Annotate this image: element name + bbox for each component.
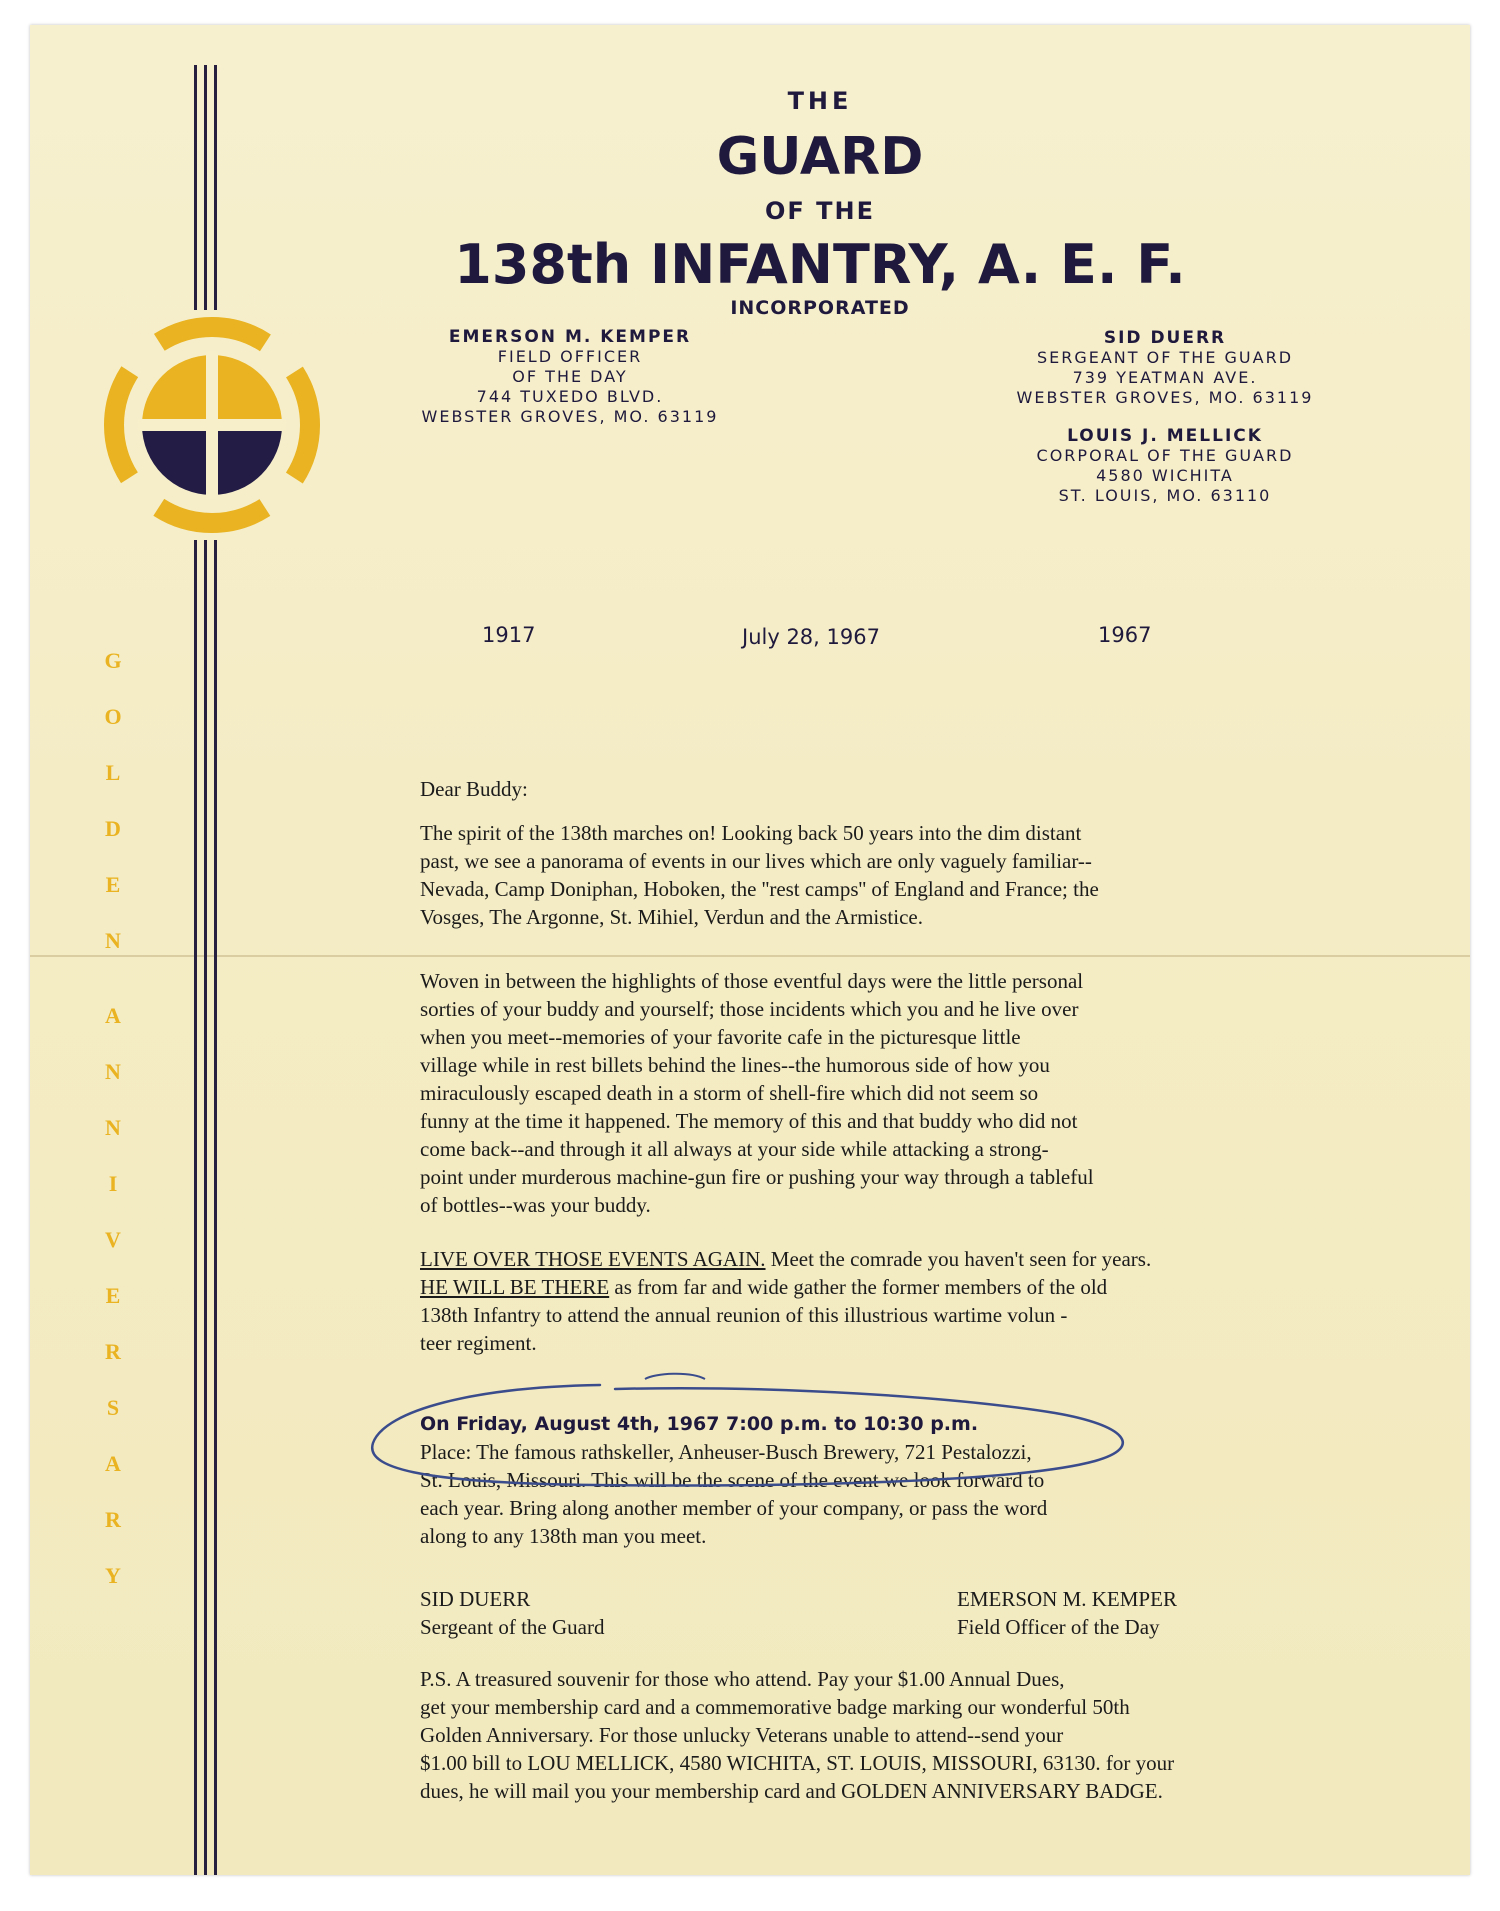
event-line-3: St. Louis, Missouri. This will be the scene of the event we look forward to (420, 1468, 1045, 1492)
p2-line: sorties of your buddy and yourself; those incidents which you and he live over (420, 997, 1079, 1021)
p3-line-1 (420, 1245, 1410, 1273)
ps-line: P.S. A treasured souvenir for those who attend. Pay your $1.00 Annual Dues, (420, 1667, 1065, 1691)
paragraph-1 (420, 819, 1410, 931)
p1-line: past, we see a panorama of events in our lives which are only vaguely familiar-- (420, 849, 1092, 873)
letter-page (30, 25, 1470, 1875)
sidebar-letter: D (105, 816, 121, 841)
p2-line: village while in rest billets behind the lines--the humorous side of how you (420, 1053, 1050, 1077)
he-will-be-there-emphasis: HE WILL BE THERE (420, 1275, 610, 1299)
ink-circle-annotation (355, 1365, 1155, 1495)
officer-right1-title: SERGEANT OF THE GUARD (1036, 348, 1294, 367)
letterhead-unit: 138th INFANTRY, A. E. F. (454, 233, 1186, 296)
p2-line: miraculously escaped death in a storm of shell-fire which did not seem so (420, 1081, 1039, 1105)
event-datetime: On Friday, August 4th, 1967 7:00 p.m. to 10:30 p.m. (420, 1413, 979, 1435)
event-line-4: each year. Bring along another member of your company, or pass the word (420, 1496, 1048, 1520)
live-over-emphasis: LIVE OVER THOSE EVENTS AGAIN. (420, 1247, 766, 1271)
rule-4 (194, 540, 197, 1875)
paragraph-3 (420, 1245, 1410, 1357)
sidebar-letter: O (104, 704, 122, 729)
p3-text-1: Meet the comrade you haven't seen for years. (765, 1247, 1152, 1271)
rule-6 (214, 540, 217, 1875)
officer-left-title1: FIELD OFFICER (497, 347, 643, 366)
sidebar-letter: S (106, 1395, 120, 1420)
ps-line: $1.00 bill to LOU MELLICK, 4580 WICHITA, ST. LOUIS, MISSOURI, 63130. for your (420, 1751, 1175, 1775)
paragraph-2 (420, 967, 1410, 1219)
letter-date: July 28, 1967 (742, 625, 880, 649)
p2-line: Woven in between the highlights of those eventful days were the little personal (420, 969, 1084, 993)
letterhead-guard: GUARD (716, 127, 924, 187)
officer-right1-city: WEBSTER GROVES, MO. 63119 (1016, 388, 1314, 407)
p1-line: Nevada, Camp Doniphan, Hoboken, the ''rest camps'' of England and France; the (420, 877, 1099, 901)
signature-right-title: Field Officer of the Day (957, 1615, 1160, 1639)
sidebar-letter: E (105, 1283, 121, 1308)
sidebar-letter: E (105, 872, 121, 897)
sidebar-letter: G (104, 648, 122, 673)
officer-left-block (380, 327, 760, 427)
rule-5 (204, 540, 207, 1875)
sidebar-letter: Y (105, 1563, 121, 1588)
officer-right2-name: LOUIS J. MELLICK (1067, 426, 1263, 446)
officer-right1-name: SID DUERR (1103, 328, 1227, 348)
p1-line: The spirit of the 138th marches on! Looking back 50 years into the dim distant (420, 821, 1082, 845)
officer-right1-block (965, 328, 1365, 408)
letterhead-the: THE (787, 87, 853, 115)
letterhead-incorporated: INCORPORATED (730, 297, 910, 319)
p3-line-3: 138th Infantry to attend the annual reunion of this illustrious wartime volun - (420, 1303, 1068, 1327)
regiment-emblem-icon (102, 315, 322, 535)
end-year: 1967 (1098, 623, 1152, 647)
sidebar-letter: N (105, 1115, 121, 1140)
sidebar-letter: R (105, 1507, 121, 1532)
sidebar-letter: V (105, 1227, 121, 1252)
officer-right2-title: CORPORAL OF THE GUARD (1036, 446, 1294, 465)
event-place: Place: The famous rathskeller, Anheuser-Busch Brewery, 721 Pestalozzi, (420, 1440, 1032, 1464)
officer-right1-address: 739 YEATMAN AVE. (1072, 368, 1258, 387)
p2-line: of bottles--was your buddy. (420, 1193, 651, 1217)
p3-line-2 (420, 1273, 1410, 1301)
sidebar-letter: N (105, 928, 121, 953)
p2-line: point under murderous machine-gun fire or pushing your way through a tableful (420, 1165, 1094, 1189)
officer-right2-block (965, 426, 1365, 506)
sidebar-letter: L (105, 760, 121, 785)
p2-line: come back--and through it all always at your side while attacking a strong- (420, 1137, 1049, 1161)
p1-line: Vosges, The Argonne, St. Mihiel, Verdun and the Armistice. (420, 905, 923, 929)
signature-left-name: SID DUERR (420, 1587, 531, 1611)
signature-right (957, 1585, 1177, 1641)
p2-line: funny at the time it happened. The memory of this and that buddy who did not (420, 1109, 1078, 1133)
sidebar-letter: R (105, 1339, 121, 1364)
paper-fold (30, 955, 1470, 957)
sidebar-letter: N (105, 1059, 121, 1084)
sidebar-letter: I (108, 1171, 118, 1196)
officer-left-address: 744 TUXEDO BLVD. (476, 387, 664, 406)
signature-left (420, 1585, 604, 1641)
officer-right2-address: 4580 WICHITA (1096, 466, 1234, 485)
officer-left-title2: OF THE DAY (512, 367, 628, 386)
officer-right2-city: ST. LOUIS, MO. 63110 (1058, 486, 1272, 505)
sidebar-letter: A (105, 1451, 121, 1476)
letterhead-of-the: OF THE (764, 197, 875, 225)
ps-line: Golden Anniversary. For those unlucky Veterans unable to attend--send your (420, 1723, 1064, 1747)
start-year: 1917 (482, 623, 536, 647)
officer-left-city: WEBSTER GROVES, MO. 63119 (421, 407, 719, 426)
ps-line: dues, he will mail you your membership card and GOLDEN ANNIVERSARY BADGE. (420, 1779, 1163, 1803)
salutation: Dear Buddy: (420, 777, 528, 801)
p2-line: when you meet--memories of your favorite cafe in the picturesque little (420, 1025, 1021, 1049)
signature-left-title: Sergeant of the Guard (420, 1615, 605, 1639)
signature-right-name: EMERSON M. KEMPER (957, 1587, 1177, 1611)
officer-left-name: EMERSON M. KEMPER (448, 327, 692, 347)
postscript (420, 1665, 1410, 1805)
event-line-5: along to any 138th man you meet. (420, 1524, 707, 1548)
p3-line-4: teer regiment. (420, 1331, 537, 1355)
ps-line: get your membership card and a commemorative badge marking our wonderful 50th (420, 1695, 1130, 1719)
p3-text-2: as from far and wide gather the former members of the old (609, 1275, 1108, 1299)
sidebar-letter: A (105, 1003, 121, 1028)
